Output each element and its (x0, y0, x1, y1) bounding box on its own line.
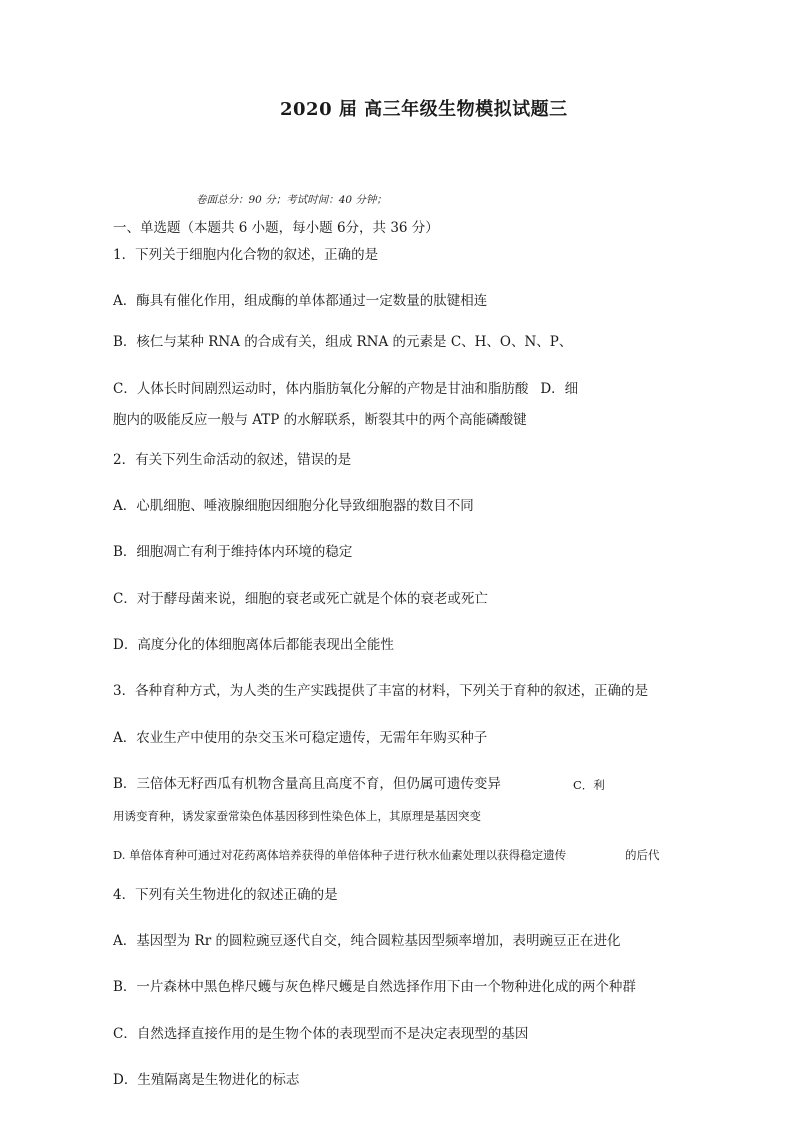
question-4-option-c: C．自然选择直接作用的是生物个体的表现型而不是决定表现型的基因 (113, 1026, 529, 1042)
question-1-option-c-text: C．人体长时间剧烈运动时，体内脂肪氧化分解的产物是甘油和脂肪酸 (113, 381, 529, 397)
question-2-option-b: B．细胞凋亡有利于维持体内环境的稳定 (113, 544, 353, 560)
question-3-option-d: D. 单倍体育种可通过对花药离体培养获得的单倍体种子进行秋水仙素处理以获得稳定遗传 (113, 848, 567, 862)
question-4-option-d: D．生殖隔离是生物进化的标志 (113, 1072, 300, 1088)
question-2-stem: 2．有关下列生命活动的叙述，错误的是 (113, 452, 352, 468)
question-2-option-a: A．心肌细胞、唾液腺细胞因细胞分化导致细胞器的数目不同 (113, 498, 474, 514)
question-4-stem: 4．下列有关生物进化的叙述正确的是 (113, 887, 338, 903)
question-1-option-c (113, 380, 578, 398)
exam-info: 卷面总分：90 分；考试时间：40 分钟； (196, 194, 387, 206)
question-3-option-c-cont: 用诱变育种，诱发家蚕常染色体基因移到性染色体上，其原理是基因突变 (113, 809, 481, 823)
question-1-option-d-start: D．细 (540, 381, 579, 397)
question-4-option-a: A．基因型为 Rr 的圆粒豌豆逐代自交，纯合圆粒基因型频率增加，表明豌豆正在进化 (113, 933, 621, 949)
question-3-option-c-start: C．利 (573, 778, 605, 792)
question-1-option-b: B．核仁与某种 RNA 的合成有关，组成 RNA 的元素是 C、H、O、N、P、 (113, 334, 573, 350)
question-3-option-a: A．农业生产中使用的杂交玉米可稳定遗传，无需年年购买种子 (113, 730, 488, 746)
question-1-option-d-cont: 胞内的吸能反应一般与 ATP 的水解联系，断裂其中的两个高能磷酸键 (113, 412, 527, 428)
question-1-stem: 1．下列关于细胞内化合物的叙述，正确的是 (113, 247, 379, 263)
question-3-option-d-end: 的后代 (625, 848, 660, 862)
question-3-option-b: B．三倍体无籽西瓜有机物含量高且高度不育，但仍属可遗传变异 (113, 776, 501, 792)
question-3-stem: 3．各种育种方式，为人类的生产实践提供了丰富的材料，下列关于育种的叙述，正确的是 (113, 683, 649, 699)
page-title: 2020 届 高三年级生物模拟试题三 (280, 99, 568, 120)
section-heading: 一、单选题（本题共 6 小题，每小题 6分，共 36 分） (113, 220, 439, 236)
question-2-option-d: D．高度分化的体细胞离体后都能表现出全能性 (113, 637, 394, 653)
question-2-option-c: C．对于酵母菌来说，细胞的衰老或死亡就是个体的衰老或死亡 (113, 591, 488, 607)
question-1-option-a: A．酶具有催化作用，组成酶的单体都通过一定数量的肽键相连 (113, 293, 488, 309)
question-4-option-b: B．一片森林中黑色桦尺蠖与灰色桦尺蠖是自然选择作用下由一个物种进化成的两个种群 (113, 979, 636, 995)
